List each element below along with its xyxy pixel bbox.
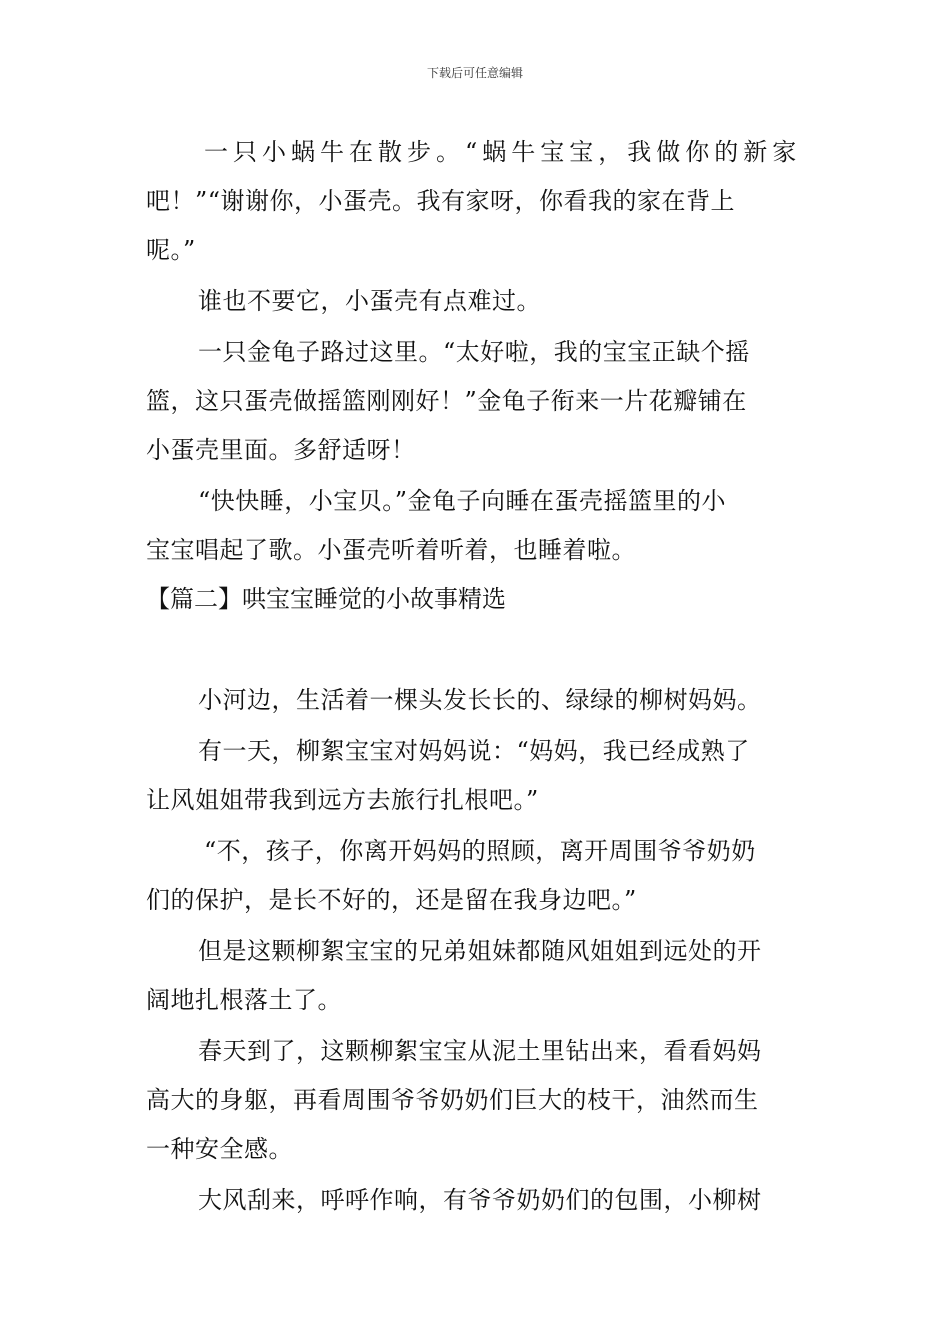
paragraph — [146, 277, 816, 326]
paragraph-line: “快快睡，小宝贝。”金龟子向睡在蛋壳摇篮里的小 — [198, 487, 727, 515]
section-heading: 【篇二】哄宝宝睡觉的小故事精选 — [146, 585, 506, 613]
paragraph-line: 高大的身躯，再看周围爷爷奶奶们巨大的枝干，油然而生 — [146, 1086, 759, 1114]
document-body — [146, 128, 816, 1225]
paragraph-line: 让风姐姐带我到远方去旅行扎根吧。” — [146, 786, 539, 814]
paragraph-line: 吧！”“谢谢你，小蛋壳。我有家呀，你看我的家在背上 — [146, 187, 736, 215]
paragraph-line: 谁也不要它，小蛋壳有点难过。 — [198, 287, 541, 315]
paragraph — [146, 676, 816, 725]
page-header: 下载后可任意编辑 — [426, 66, 523, 80]
paragraph-line: 阔地扎根落土了。 — [146, 986, 342, 1014]
paragraph — [146, 1027, 816, 1174]
paragraph-line: 有一天，柳絮宝宝对妈妈说：“妈妈，我已经成熟了 — [198, 737, 750, 765]
paragraph-line: 一只小蜗牛在散步。“蜗牛宝宝，我做你的新家 — [204, 138, 802, 166]
paragraph-line: 小蛋壳里面。多舒适呀！ — [146, 436, 416, 464]
paragraph-line: 呢。” — [146, 236, 196, 264]
paragraph-line: 一只金龟子路过这里。“太好啦，我的宝宝正缺个摇 — [198, 338, 750, 366]
paragraph — [146, 128, 816, 275]
paragraph-line: 一种安全感。 — [146, 1135, 293, 1163]
paragraph — [146, 827, 816, 925]
paragraph-line: 们的保护，是长不好的，还是留在我身边吧。” — [146, 886, 637, 914]
paragraph — [146, 727, 816, 825]
paragraph-line: 但是这颗柳絮宝宝的兄弟姐妹都随风姐姐到远处的开 — [198, 937, 762, 965]
paragraph — [146, 328, 816, 475]
paragraph-line: 小河边，生活着一棵头发长长的、绿绿的柳树妈妈。 — [198, 686, 762, 714]
paragraph-line: 春天到了，这颗柳絮宝宝从泥土里钻出来，看看妈妈 — [198, 1037, 762, 1065]
section-spacer — [146, 624, 816, 676]
paragraph — [146, 1176, 816, 1225]
paragraph-line: 大风刮来，呼呼作响，有爷爷奶奶们的包围，小柳树 — [198, 1186, 762, 1214]
paragraph — [146, 927, 816, 1025]
paragraph-line: 篮，这只蛋壳做摇篮刚刚好！”金龟子衔来一片花瓣铺在 — [146, 387, 747, 415]
paragraph-line: 宝宝唱起了歌。小蛋壳听着听着，也睡着啦。 — [146, 536, 636, 564]
paragraph — [146, 477, 816, 575]
paragraph-line: “不，孩子，你离开妈妈的照顾，离开周围爷爷奶奶 — [204, 837, 756, 865]
